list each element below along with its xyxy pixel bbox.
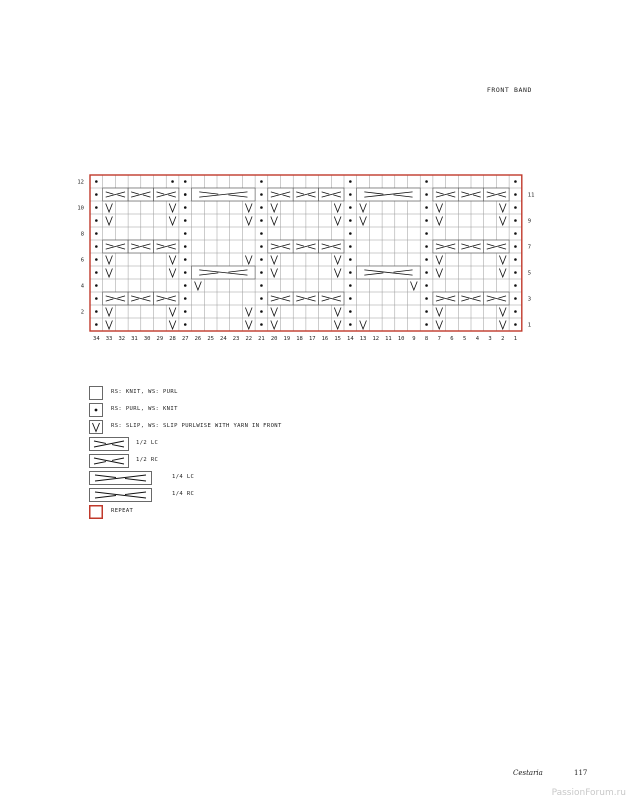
purl-dot-icon (425, 245, 428, 248)
purl-dot-icon (514, 310, 517, 313)
column-number: 34 (93, 336, 100, 342)
purl-dot-icon (184, 297, 187, 300)
purl-dot-icon (425, 232, 428, 235)
slip-v-icon (106, 217, 113, 226)
purl-dot-icon (260, 258, 263, 261)
slip-v-icon (245, 217, 252, 226)
slip-v-icon (169, 321, 176, 330)
slip-v-icon (169, 269, 176, 278)
legend-label: RS: KNIT, WS: PURL (111, 389, 178, 395)
legend-label: 1/2 RC (136, 457, 159, 463)
slip-v-icon (360, 217, 367, 226)
slip-v-icon (245, 204, 252, 213)
column-number: 30 (143, 336, 151, 342)
column-number: 3 (488, 336, 492, 342)
column-number: 22 (245, 336, 253, 342)
purl-dot-icon (514, 245, 517, 248)
column-number: 25 (207, 336, 214, 342)
purl-dot-icon (260, 219, 263, 222)
purl-dot-icon (184, 180, 187, 183)
slip-v-icon (245, 256, 252, 265)
purl-dot-icon (425, 258, 428, 261)
purl-dot-icon (184, 193, 187, 196)
slip-v-icon (436, 321, 443, 330)
cable-1-2-rc-icon (89, 454, 129, 468)
slip-v-icon (360, 321, 367, 330)
slip-v-icon (436, 217, 443, 226)
column-number: 8 (424, 336, 429, 342)
slip-v-icon (499, 217, 506, 226)
slip-v-icon (271, 321, 278, 330)
column-number: 29 (156, 336, 164, 342)
purl-dot-icon (349, 271, 352, 274)
purl-dot-icon (184, 271, 187, 274)
purl-dot-icon (425, 310, 428, 313)
column-number: 27 (181, 336, 189, 342)
column-number: 21 (258, 336, 265, 342)
purl-dot-icon (95, 297, 98, 300)
cable-1-2-lc-icon (89, 437, 129, 451)
slip-v-icon (245, 308, 252, 317)
purl-dot-icon (260, 284, 263, 287)
row-number-left: 4 (80, 283, 84, 290)
purl-dot-icon (95, 193, 98, 196)
purl-dot-icon (95, 284, 98, 287)
row-number-right: 9 (527, 218, 532, 225)
purl-dot-icon (425, 284, 428, 287)
slip-v-icon (334, 217, 341, 226)
column-number: 4 (475, 336, 480, 342)
slip-v-icon (334, 269, 341, 278)
legend-item-1-2-rc (89, 453, 159, 467)
column-number: 12 (372, 336, 380, 342)
column-number: 31 (131, 336, 138, 342)
column-number: 11 (385, 336, 392, 342)
row-number-right: 7 (527, 244, 532, 251)
column-number: 2 (501, 336, 505, 342)
purl-dot-icon (349, 297, 352, 300)
purl-dot-icon (95, 232, 98, 235)
purl-dot-icon (349, 193, 352, 196)
column-number: 1 (513, 336, 518, 342)
purl-dot-icon (425, 219, 428, 222)
purl-dot-icon (514, 271, 517, 274)
row-number-right: 3 (527, 296, 532, 303)
column-number: 13 (359, 336, 367, 342)
row-number-left: 8 (80, 231, 84, 238)
column-number: 33 (105, 336, 113, 342)
purl-dot-icon (184, 219, 187, 222)
slip-v-icon (271, 204, 278, 213)
slip-v-icon (106, 204, 113, 213)
legend-label: RS: PURL, WS: KNIT (111, 406, 178, 412)
slip-v-icon (169, 204, 176, 213)
slip-v-icon (334, 256, 341, 265)
purl-dot-icon (95, 310, 98, 313)
legend-item-1-2-lc (89, 436, 159, 450)
purl-dot-icon (514, 206, 517, 209)
purl-dot-icon (184, 232, 187, 235)
slip-v-icon (169, 256, 176, 265)
slip-v-icon (334, 308, 341, 317)
purl-dot-icon (425, 297, 428, 300)
slip-v-icon (245, 321, 252, 330)
purl-dot-icon (184, 258, 187, 261)
legend-item-purl (89, 402, 178, 416)
purl-dot-icon (260, 232, 263, 235)
legend-item-1-4-lc (89, 470, 195, 484)
purl-dot-icon (184, 206, 187, 209)
purl-dot-icon (349, 310, 352, 313)
column-number: 19 (283, 336, 291, 342)
row-number-left: 12 (77, 179, 84, 186)
purl-dot-icon (184, 310, 187, 313)
page-number: 117 (574, 769, 588, 777)
slip-v-icon (195, 282, 202, 291)
cable-1-4-lc-icon (89, 471, 152, 485)
slip-v-icon (360, 204, 367, 213)
column-number: 32 (118, 336, 126, 342)
purl-dot-icon (514, 284, 517, 287)
legend-item-1-4-rc (89, 487, 195, 501)
purl-dot-icon (89, 403, 103, 417)
purl-dot-icon (514, 297, 517, 300)
purl-dot-icon (349, 245, 352, 248)
column-number: 6 (450, 336, 454, 342)
slip-v-icon (169, 308, 176, 317)
legend-item-slip (89, 419, 282, 433)
purl-dot-icon (349, 284, 352, 287)
purl-dot-icon (514, 232, 517, 235)
purl-dot-icon (349, 323, 352, 326)
knit-box-icon (89, 386, 103, 400)
slip-v-icon (334, 204, 341, 213)
column-number: 15 (334, 336, 341, 342)
slip-v-icon (334, 321, 341, 330)
row-number-left: 6 (80, 257, 84, 264)
purl-dot-icon (260, 323, 263, 326)
purl-dot-icon (95, 219, 98, 222)
column-number: 28 (169, 336, 176, 342)
publication-name: Cestaria (513, 769, 543, 777)
slip-v-icon (499, 269, 506, 278)
legend-item-repeat (89, 504, 134, 518)
slip-v-icon (436, 269, 443, 278)
legend-label: RS: SLIP, WS: SLIP PURLWISE WITH YARN IN FRONT (111, 423, 282, 429)
purl-dot-icon (95, 180, 98, 183)
purl-dot-icon (95, 206, 98, 209)
purl-dot-icon (95, 245, 98, 248)
row-number-right: 1 (527, 322, 532, 329)
purl-dot-icon (95, 323, 98, 326)
purl-dot-icon (514, 193, 517, 196)
column-number: 5 (462, 336, 467, 342)
purl-dot-icon (349, 232, 352, 235)
column-number: 9 (412, 336, 416, 342)
legend-label: 1/4 LC (172, 474, 195, 480)
purl-dot-icon (425, 323, 428, 326)
purl-dot-icon (95, 258, 98, 261)
legend-item-knit (89, 385, 178, 399)
purl-dot-icon (260, 310, 263, 313)
slip-v-icon (106, 308, 113, 317)
purl-dot-icon (514, 323, 517, 326)
purl-dot-icon (514, 180, 517, 183)
slip-v-icon (106, 321, 113, 330)
purl-dot-icon (349, 206, 352, 209)
purl-dot-icon (184, 323, 187, 326)
purl-dot-icon (171, 180, 174, 183)
purl-dot-icon (260, 180, 263, 183)
purl-dot-icon (349, 180, 352, 183)
purl-dot-icon (95, 271, 98, 274)
purl-dot-icon (184, 245, 187, 248)
watermark: PassionForum.ru (551, 788, 626, 798)
slip-v-icon (436, 308, 443, 317)
purl-dot-icon (425, 271, 428, 274)
legend-label: 1/4 RC (172, 491, 195, 497)
slip-v-icon (106, 256, 113, 265)
slip-v-icon (271, 256, 278, 265)
column-number: 26 (194, 336, 202, 342)
slip-v-icon (436, 204, 443, 213)
chart-title: FRONT BAND (486, 86, 532, 94)
slip-v-icon (499, 321, 506, 330)
purl-dot-icon (349, 219, 352, 222)
column-number: 10 (397, 336, 405, 342)
column-number: 18 (296, 336, 303, 342)
slip-v-icon (499, 204, 506, 213)
slip-v-icon (271, 217, 278, 226)
legend-label: REPEAT (111, 508, 134, 514)
slip-v-icon (169, 217, 176, 226)
purl-dot-icon (425, 180, 428, 183)
repeat-box-icon (89, 505, 103, 519)
purl-dot-icon (260, 193, 263, 196)
column-number: 14 (347, 336, 354, 342)
column-number: 20 (270, 336, 278, 342)
slip-v-icon (499, 256, 506, 265)
purl-dot-icon (514, 258, 517, 261)
column-number: 23 (232, 336, 240, 342)
column-number: 16 (321, 336, 329, 342)
knitting-chart (0, 0, 630, 360)
purl-dot-icon (260, 206, 263, 209)
column-number: 24 (220, 336, 227, 342)
slip-v-icon (271, 308, 278, 317)
purl-dot-icon (260, 297, 263, 300)
purl-dot-icon (349, 258, 352, 261)
slip-v-icon (499, 308, 506, 317)
cable-1-4-rc-icon (89, 488, 152, 502)
slip-v-icon (89, 420, 103, 434)
row-number-right: 11 (527, 192, 535, 199)
slip-v-icon (436, 256, 443, 265)
column-number: 17 (308, 336, 316, 342)
row-number-right: 5 (527, 270, 532, 277)
legend-label: 1/2 LC (136, 440, 159, 446)
purl-dot-icon (260, 271, 263, 274)
purl-dot-icon (514, 219, 517, 222)
row-number-left: 2 (80, 309, 84, 316)
row-number-left: 10 (77, 205, 84, 212)
purl-dot-icon (184, 284, 187, 287)
column-number: 7 (437, 336, 441, 342)
purl-dot-icon (260, 245, 263, 248)
purl-dot-icon (425, 206, 428, 209)
slip-v-icon (271, 269, 278, 278)
purl-dot-icon (425, 193, 428, 196)
slip-v-icon (411, 282, 418, 291)
slip-v-icon (106, 269, 113, 278)
